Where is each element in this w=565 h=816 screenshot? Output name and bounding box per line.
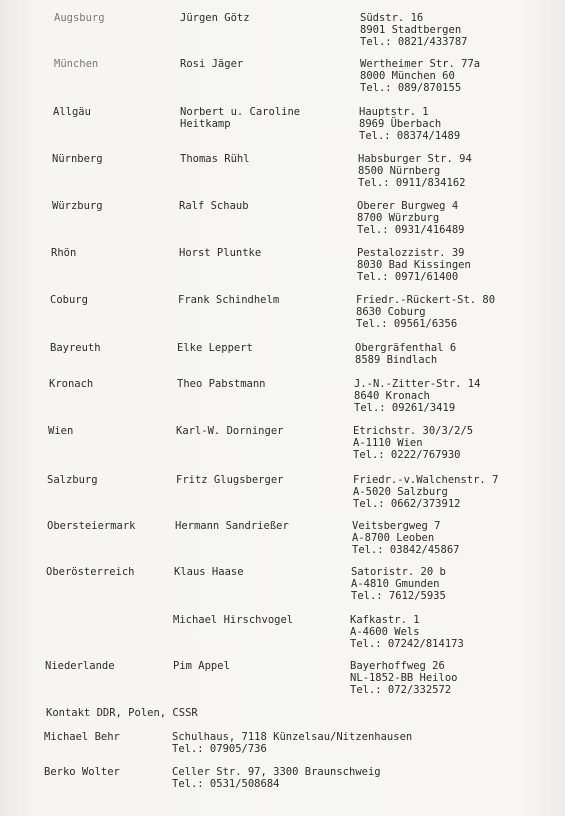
entry-name: Elke Leppert: [177, 342, 253, 354]
entry-name: Klaus Haase: [174, 566, 244, 578]
entry-region: Oberösterreich: [46, 566, 135, 578]
entry-address-line: A-1110 Wien: [353, 437, 423, 449]
entry-name: Rosi Jäger: [180, 58, 244, 70]
entry-name: Karl-W. Dorninger: [176, 425, 284, 437]
entry-address-line: 8700 Würzburg: [357, 212, 440, 224]
entry-region: Allgäu: [53, 106, 91, 118]
contact-address-line: Tel.: 0531/508684: [172, 778, 280, 790]
entry-address-line: Wertheimer Str. 77a: [360, 58, 481, 70]
entry-address-line: 8000 München 60: [360, 70, 455, 82]
entry-address-line: 8640 Kronach: [354, 390, 430, 402]
entry-address-line: Tel.: 089/870155: [360, 82, 462, 94]
entry-region: Bayreuth: [50, 342, 101, 354]
entry-address-line: Tel.: 0971/61400: [357, 271, 459, 283]
contact-address-line: Tel.: 07905/736: [172, 743, 267, 755]
entry-address-line: Tel.: 0222/767930: [353, 449, 461, 461]
entry-address-line: Tel.: 07242/814173: [350, 638, 464, 650]
entry-region: Kronach: [49, 378, 94, 390]
entry-address-line: Hauptstr. 1: [359, 106, 429, 118]
entry-region: Wien: [48, 425, 74, 437]
entry-address-line: 8630 Coburg: [356, 306, 426, 318]
entry-address-line: Friedr.-v.Walchenstr. 7: [353, 474, 499, 486]
entry-region: Niederlande: [45, 660, 115, 672]
entry-address-line: Bayerhoffweg 26: [350, 660, 445, 672]
entry-name: Frank Schindhelm: [178, 294, 280, 306]
entry-name: Ralf Schaub: [179, 200, 249, 212]
entry-address-line: Tel.: 03842/45867: [352, 544, 460, 556]
entry-address-line: Pestalozzistr. 39: [357, 247, 465, 259]
entry-address-line: 8901 Stadtbergen: [360, 24, 462, 36]
entry-name: Hermann Sandrießer: [175, 520, 289, 532]
entry-address-line: Tel.: 0662/373912: [353, 498, 461, 510]
entry-region: Coburg: [50, 294, 88, 306]
entry-name: Pim Appel: [173, 660, 230, 672]
entry-address-line: Tel.: 08374/1489: [359, 130, 461, 142]
entry-address-line: Oberer Burgweg 4: [357, 200, 459, 212]
entry-address-line: A-4600 Wels: [350, 626, 420, 638]
section-title: Kontakt DDR, Polen, CSSR: [46, 707, 198, 719]
entry-address-line: Etrichstr. 30/3/2/5: [353, 425, 474, 437]
contact-name: Michael Behr: [44, 731, 120, 743]
entry-address-line: Tel.: 09261/3419: [354, 402, 456, 414]
entry-region: Salzburg: [47, 474, 98, 486]
entry-address-line: 8500 Nürnberg: [358, 165, 441, 177]
entry-address-line: 8969 Überbach: [359, 118, 442, 130]
entry-address-line: A-5020 Salzburg: [353, 486, 448, 498]
entry-region: Obersteiermark: [47, 520, 136, 532]
entry-name: Horst Pluntke: [179, 247, 262, 259]
entry-name: Fritz Glugsberger: [176, 474, 284, 486]
entry-region: Rhön: [51, 247, 77, 259]
entry-address-line: Tel.: 0931/416489: [357, 224, 465, 236]
entry-address-line: Kafkastr. 1: [350, 614, 420, 626]
entry-address-line: 8589 Bindlach: [355, 354, 438, 366]
entry-address-line: A-8700 Leoben: [352, 532, 435, 544]
entry-name: Thomas Rühl: [180, 153, 250, 165]
entry-address-line: Tel.: 7612/5935: [351, 590, 446, 602]
entry-address-line: 8030 Bad Kissingen: [357, 259, 471, 271]
contact-address-line: Schulhaus, 7118 Künzelsau/Nitzenhausen: [172, 731, 413, 743]
entry-region: Nürnberg: [52, 153, 103, 165]
entry-address-line: Tel.: 0911/834162: [358, 177, 466, 189]
entry-address-line: Tel.: 0821/433787: [360, 36, 468, 48]
entry-address-line: Veitsbergweg 7: [352, 520, 441, 532]
entry-address-line: Tel.: 09561/6356: [356, 318, 458, 330]
entry-name: Michael Hirschvogel: [173, 614, 294, 626]
entry-address-line: Satoristr. 20 b: [351, 566, 446, 578]
entry-address-line: Obergräfenthal 6: [355, 342, 457, 354]
contact-address-line: Celler Str. 97, 3300 Braunschweig: [172, 766, 381, 778]
entry-region: Würzburg: [52, 200, 103, 212]
entry-address-line: J.-N.-Zitter-Str. 14: [354, 378, 481, 390]
entry-region: Augsburg: [54, 12, 105, 24]
entry-address-line: Friedr.-Rückert-St. 80: [356, 294, 496, 306]
entry-name: Theo Pabstmann: [177, 378, 266, 390]
entry-address-line: Habsburger Str. 94: [358, 153, 472, 165]
entry-region: München: [54, 58, 99, 70]
entry-name: Norbert u. Caroline Heitkamp: [180, 106, 301, 130]
entry-address-line: Tel.: 072/332572: [350, 684, 452, 696]
entry-address-line: NL-1852-BB Heiloo: [350, 672, 458, 684]
contact-name: Berko Wolter: [44, 766, 120, 778]
entry-address-line: A-4810 Gmunden: [351, 578, 440, 590]
entry-address-line: Südstr. 16: [360, 12, 424, 24]
entry-name: Jürgen Götz: [180, 12, 250, 24]
